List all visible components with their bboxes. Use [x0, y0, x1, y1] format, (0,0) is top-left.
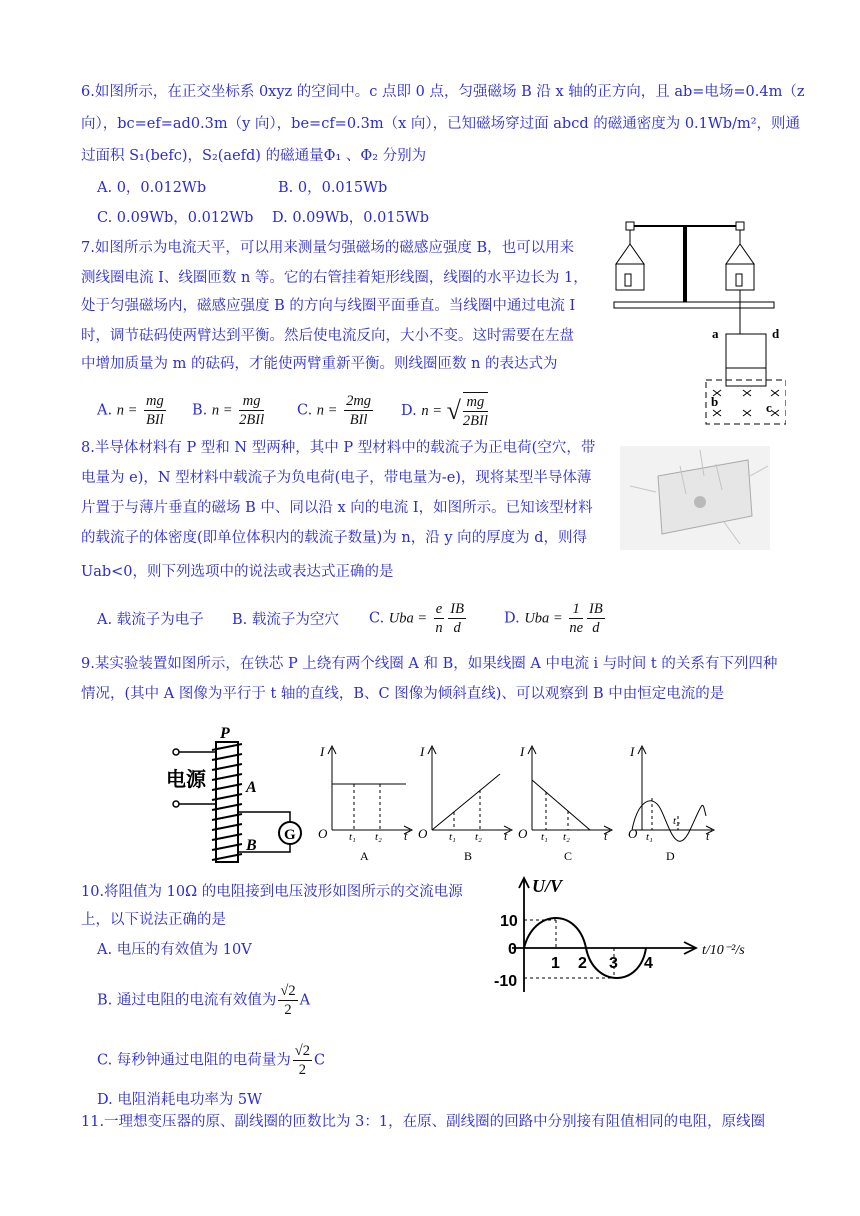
x-tick-4: 4 — [644, 955, 653, 972]
y-tick-minus-10: -10 — [494, 973, 518, 990]
coil-label-a: A — [246, 779, 257, 796]
q9-line2: 情况，(其中 A 图像为平行于 t 轴的直线，B、C 图像为倾斜直线)、可以观察到 B 中由恒定电流的是 — [81, 686, 725, 702]
svg-text:C: C — [564, 849, 573, 863]
q6-option-b: B. 0，0.015Wb — [278, 180, 388, 196]
svg-text:t₁: t₁ — [541, 831, 548, 843]
y-tick-0: 0 — [508, 941, 517, 958]
y-tick-10: 10 — [500, 913, 518, 930]
q10-option-d: D. 电阻消耗电功率为 5W — [97, 1092, 263, 1108]
svg-text:I: I — [320, 744, 325, 759]
q8-line2: 电量为 e)，N 型材料中载流子为负电荷(电子，带电量为-e)，现将某型半导体薄 — [81, 470, 592, 486]
q6-option-a: A. 0，0.012Wb — [97, 180, 207, 196]
q8-line4: 的载流子的体密度(即单位体积内的载流子数量)为 n，沿 y 向的厚度为 d，则得 — [81, 530, 588, 546]
q9-line1: 9.某实验装置如图所示，在铁芯 P 上绕有两个线圈 A 和 B，如果线圈 A 中电流 i 与时间 t 的关系有下列四种 — [81, 656, 778, 672]
label-c: c — [766, 400, 772, 415]
q8-option-a: A. 载流子为电子 — [97, 612, 204, 628]
q7-option-c: C. n = $\frac{2mg}{\text{BIl}}$ — [297, 393, 372, 428]
voltage-waveform-figure — [494, 872, 794, 996]
q6-line1: 6.如图所示，在正交坐标系 0xyz 的空间中。c 点即 0 点，匀强磁场 B 沿 x 轴的正方向，且 ab=电场=0.4m（z — [81, 84, 805, 100]
svg-text:t₁: t₁ — [449, 831, 456, 843]
svg-text:t₁: t₁ — [646, 831, 653, 843]
core-label-p: P — [220, 725, 230, 742]
q10-line2: 上，以下说法正确的是 — [81, 912, 226, 928]
x-tick-3: 3 — [609, 955, 618, 972]
q7-line5: 中增加质量为 m 的砝码，才能使两臂重新平衡。则线圈匝数 n 的表达式为 — [81, 356, 558, 372]
q8-option-b: B. 载流子为空穴 — [232, 612, 339, 628]
q8-line5: Uab<0，则下列选项中的说法或表达式正确的是 — [81, 564, 394, 580]
x-tick-2: 2 — [578, 955, 587, 972]
q7-option-d: D. n = √ $\frac{mg}{\text{2BIl}}$ — [401, 394, 488, 429]
q7-line4: 时，调节砝码使两臂达到平衡。然后使电流反向，大小不变。这时需要在左盘 — [81, 328, 574, 344]
label-b: b — [711, 394, 719, 409]
graph-b — [418, 744, 512, 863]
q7-line3: 处于匀强磁场内，磁感应强度 B 的方向与线圈平面垂直。当线圈中通过电流 I — [81, 298, 576, 314]
x-tick-1: 1 — [551, 955, 560, 972]
q7-line2: 测线圈电流 I、线圈匝数 n 等。它的右管挂着矩形线圈，线圈的水平边长为 1， — [81, 270, 588, 286]
q8-option-c: C. Uba = $\frac{e}{n}$ $\frac{IB}{d}$ — [369, 601, 464, 636]
svg-text:I: I — [520, 744, 525, 759]
q6-line2: 向），bc=ef=ad0.3m（y 向），be=cf=0.3m（x 向），已知磁场穿过面 abcd 的磁通密度为 0.1Wb/m²，则通 — [81, 116, 801, 132]
svg-text:t₁: t₁ — [349, 831, 356, 843]
svg-text:t: t — [404, 829, 408, 843]
svg-text:A: A — [360, 849, 369, 863]
q10-line1: 10.将阻值为 10Ω 的电阻接到电压波形如图所示的交流电源 — [81, 884, 463, 900]
q6-line3: 过面积 S₁(befc)，S₂(aefd) 的磁通量Φ₁ 、Φ₂ 分别为 — [81, 148, 427, 164]
svg-text:t₂: t₂ — [475, 831, 482, 843]
q8-line1: 8.半导体材料有 P 型和 N 型两种，其中 P 型材料中的载流子为正电荷(空穴，带 — [81, 440, 596, 456]
q7-line1: 7.如图所示为电流天平，可以用来测量匀强磁场的磁感应强度 B，也可以用来 — [81, 240, 575, 256]
coil-label-b: B — [246, 837, 257, 854]
svg-text:I: I — [420, 744, 425, 759]
label-a: a — [712, 326, 719, 341]
coil-and-graphs-figure — [166, 720, 718, 868]
svg-text:D: D — [666, 849, 675, 863]
svg-text:O: O — [628, 826, 638, 841]
q6-option-d: D. 0.09Wb，0.015Wb — [272, 210, 429, 226]
x-axis-label: t/10⁻²/s — [702, 943, 745, 958]
semiconductor-figure — [620, 446, 770, 550]
svg-text:t₂: t₂ — [563, 831, 570, 843]
q7-option-b: B. n = $\frac{mg}{\text{2BIl}}$ — [192, 393, 265, 428]
q7-option-a: A. n = $\frac{mg}{\text{BIl}}$ — [97, 393, 164, 428]
q6-option-c: C. 0.09Wb，0.012Wb — [97, 210, 254, 226]
svg-text:I: I — [630, 744, 635, 759]
svg-text:B: B — [464, 849, 473, 863]
sqrt-sign: √ — [446, 396, 461, 425]
svg-text:t: t — [706, 829, 710, 843]
label-d: d — [772, 326, 780, 341]
svg-text:O: O — [418, 826, 428, 841]
q10-option-b: B. 通过电阻的电流有效值为 $\frac{√2}{2}$ A — [97, 983, 311, 1018]
svg-text:t₂: t₂ — [673, 815, 680, 827]
graph-a — [318, 744, 412, 863]
svg-text:O: O — [518, 826, 528, 841]
svg-text:t: t — [604, 829, 608, 843]
svg-text:O: O — [318, 826, 328, 841]
svg-text:t: t — [504, 829, 508, 843]
galvanometer-label: G — [284, 827, 296, 843]
graph-d — [628, 744, 714, 863]
q8-option-d: D. Uba = $\frac{1}{ne}$ $\frac{IB}{d}$ — [504, 601, 603, 636]
graph-c — [518, 744, 612, 863]
current-balance-figure — [608, 218, 786, 430]
q10-option-c: C. 每秒钟通过电阻的电荷量为 $\frac{√2}{2}$ C — [97, 1043, 326, 1078]
q10-option-a: A. 电压的有效值为 10V — [97, 942, 252, 958]
power-source-label: 电源 — [166, 767, 206, 791]
y-axis-label: U/V — [532, 876, 563, 896]
q8-line3: 片置于与薄片垂直的磁场 B 中、同以沿 x 向的电流 I，如图所示。已知该型材料 — [81, 500, 593, 516]
svg-text:t₂: t₂ — [375, 831, 382, 843]
q11-line1: 11.一理想变压器的原、副线圈的匝数比为 3：1，在原、副线圈的回路中分别接有阻值相同的电阻，原线圈 — [81, 1114, 766, 1130]
